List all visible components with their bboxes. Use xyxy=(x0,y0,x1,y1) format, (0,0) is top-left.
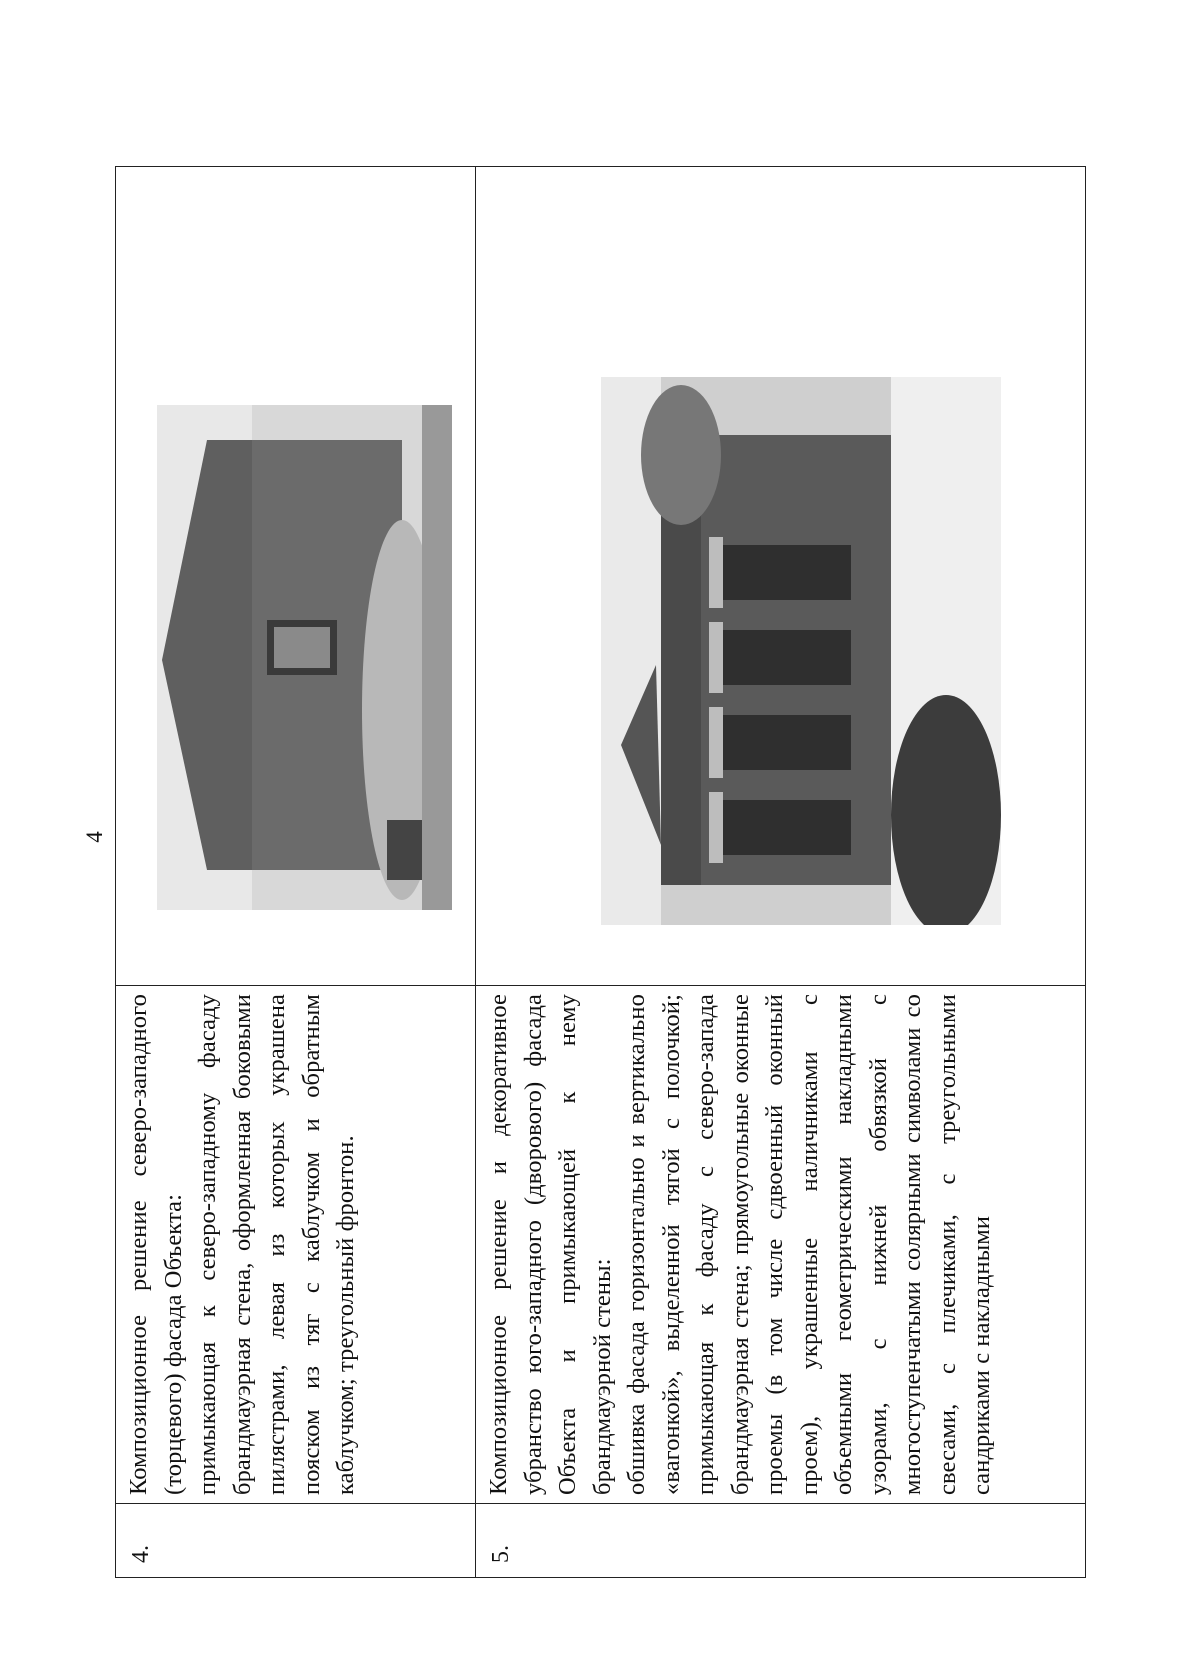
description-body: примыкающая к северо-западному фасаду брандмауэрная стена, оформленная боковыми пилястрами, левая из которых украшена пояском из тяг с каблучком и обратным каблучком; треугольный фронтон. xyxy=(194,994,359,1495)
photo-southwest-facade xyxy=(601,377,1001,925)
description-title: Композиционное решение северо-западного (торцевого) фасада Объекта: xyxy=(125,994,187,1495)
description-body: обшивка фасада горизонтально и вертикально «вагонкой», выделенной тягой с полочкой; примыкающая к фасаду с северо-запада брандмауэрная стена; прямоугольные оконные проемы (в том числе сдвоенный оконный проем), украшенные наличниками с объемными геометрическими накладными узорами, с нижней обвязкой с многоступенчатыми солярными символами со свесами, с плечиками, с треугольными сандриками с накладными xyxy=(623,994,995,1495)
table-row xyxy=(116,167,476,1578)
row-number: 4. xyxy=(128,1545,154,1563)
description-cell xyxy=(476,986,1086,1504)
row-number-cell xyxy=(476,1504,1086,1578)
rotated-table-wrapper xyxy=(115,170,1085,1578)
row-number-cell xyxy=(116,1504,476,1578)
page-number: 4 xyxy=(82,831,107,843)
photo-cell xyxy=(476,167,1086,986)
description-table xyxy=(115,166,1086,1578)
description-cell xyxy=(116,986,476,1504)
table-row xyxy=(476,167,1086,1578)
photo-northwest-facade xyxy=(157,405,452,910)
row-number: 5. xyxy=(488,1545,514,1563)
description-title: Композиционное решение и декоративное убранство юго-западного (дворового) фасада Объекта и примыкающей к нему брандмауэрной стены: xyxy=(485,994,616,1495)
photo-cell xyxy=(116,167,476,986)
